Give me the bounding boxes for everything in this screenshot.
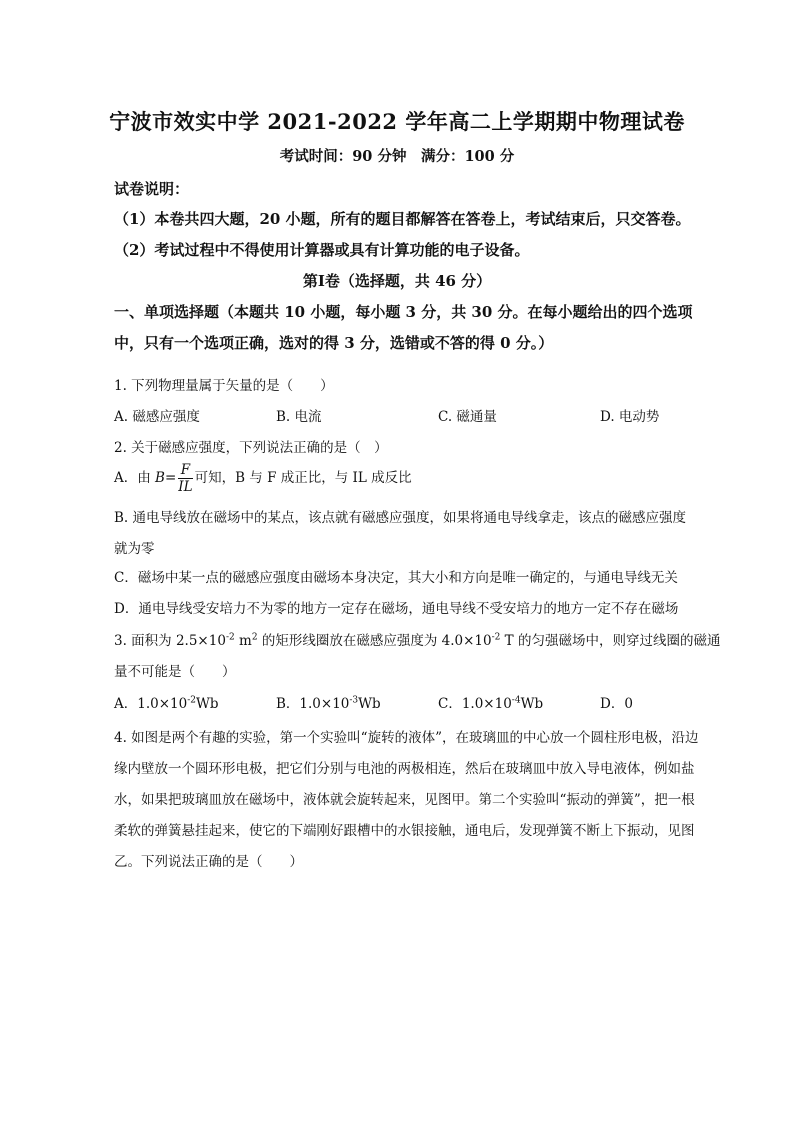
q2-a-numerator: F (178, 462, 192, 479)
part1-heading-line2: 中，只有一个选项正确，选对的得 3 分，选错或不答的得 0 分。） (114, 334, 554, 352)
q3-stem-part: 3. 面积为 2.5×10 (114, 633, 226, 649)
section-title: 第Ⅰ卷（选择题，共 46 分） (302, 272, 492, 290)
q1-option-d: D. 电动势 (600, 409, 660, 425)
q3-a-unit: Wb (196, 696, 219, 712)
q3-option-d: D．0 (600, 696, 633, 712)
q3-a-text: A．1.0×10 (114, 696, 188, 712)
q2-option-c: C．磁场中某一点的磁感应强度由磁场本身决定，其大小和方向是唯一确定的，与通电导线无关 (114, 570, 678, 586)
q3-option-c (438, 692, 543, 712)
q3-stem-part: m (234, 633, 252, 649)
q3-c-text: C．1.0×10 (438, 696, 512, 712)
instruction-item-1: （1）本卷共四大题，20 小题，所有的题目都解答在答卷上，考试结束后，只交答卷。 (114, 210, 691, 228)
q3-exp: 2 (251, 632, 258, 643)
q2-a-fraction (178, 462, 192, 495)
q3-c-unit: Wb (520, 696, 544, 712)
q3-a-exp: -2 (187, 695, 196, 706)
q1-option-c: C. 磁通量 (438, 409, 497, 425)
exam-title: 宁波市效实中学 2021-2022 学年高二上学期期中物理试卷 (109, 109, 685, 134)
q2-a-var: B (155, 470, 165, 486)
part1-heading-line1: 一、单项选择题（本题共 10 小题，每小题 3 分，共 30 分。在每小题给出的四个选项 (114, 303, 693, 321)
q3-stem-part: 的矩形线圈放在磁感应强度为 4.0×10 (257, 633, 492, 649)
q2-option-b: B. 通电导线放在磁场中的某点，该点就有磁感应强度，如果将通电导线拿走，该点的磁感应强度就为零 (114, 510, 687, 557)
q2-a-eq: = (164, 470, 177, 486)
q3-stem-part: T 的匀强磁场中，则穿过线圈的磁通 (500, 633, 721, 649)
q1-option-a: A. 磁感应强度 (114, 409, 200, 425)
q3-b-text: B．1.0×10 (276, 696, 350, 712)
q3-option-a (114, 692, 219, 712)
instruction-item-2: （2）考试过程中不得使用计算器或具有计算功能的电子设备。 (114, 241, 530, 259)
q3-exp: -2 (225, 632, 235, 643)
q2-stem: 2. 关于磁感应强度，下列说法正确的是（ ） (114, 440, 388, 456)
instructions-heading: 试卷说明： (114, 180, 190, 198)
q2-option-d: D．通电导线受安培力不为零的地方一定存在磁场，通电导线不受安培力的地方一定不存在磁场 (114, 601, 679, 617)
q3-option-b (276, 692, 381, 712)
q3-stem-line2: 量不可能是（ ） (114, 664, 236, 680)
q3-b-exp: -3 (349, 695, 359, 706)
q1-stem: 1. 下列物理量属于矢量的是（ ） (114, 378, 334, 394)
q3-c-exp: -4 (511, 695, 521, 706)
exam-subtitle: 考试时间：90 分钟 满分：100 分 (279, 148, 515, 165)
q4-stem: 4. 如图是两个有趣的实验，第一个实验叫“旋转的液体”，在玻璃皿的中心放一个圆柱形电极，沿边缘内壁放一个圆环形电极，把它们分别与电池的两极相连，然后在玻璃皿中放入导电液体，例如盐水，如果把玻璃皿放在磁场中，液体就会旋转起来，见图甲。第二个实验叫“振动的弹簧”，把一根柔软的弹簧悬挂起来，使它的下端刚好跟槽中的水银接触，通电后，发现弹簧不断上下振动，见图乙。下列说法正确的是（ ） (114, 730, 699, 870)
q2-a-suffix: 可知，B 与 F 成正比，与 IL 成反比 (194, 470, 412, 486)
q1-option-b: B. 电流 (276, 409, 322, 425)
q3-b-unit: Wb (358, 696, 381, 712)
q3-stem-line1 (114, 629, 720, 649)
q3-exp: -2 (491, 632, 501, 643)
q2-a-prefix: A．由 (114, 470, 156, 486)
q2-a-denominator: IL (178, 479, 193, 495)
q2-option-a (114, 462, 412, 495)
